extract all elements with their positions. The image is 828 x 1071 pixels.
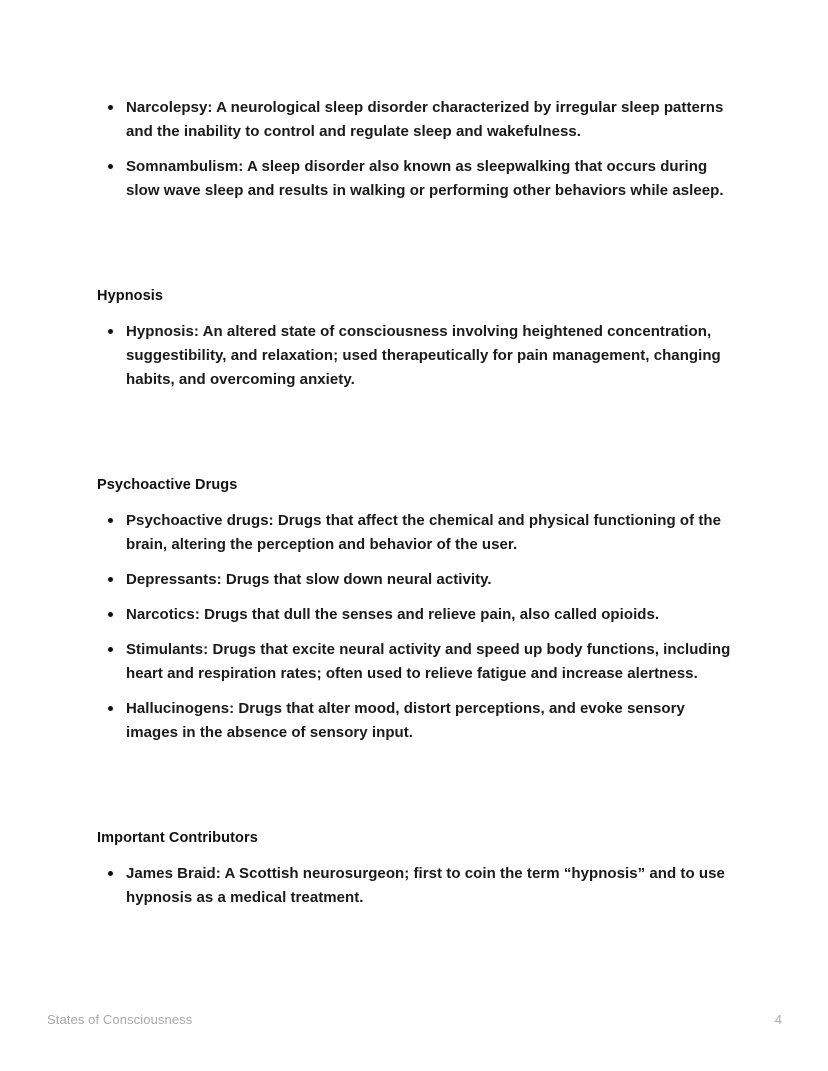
list-item-text: Depressants: Drugs that slow down neural activity. xyxy=(126,571,492,588)
list-item xyxy=(97,862,737,910)
footer-document-title: States of Consciousness xyxy=(47,1012,193,1027)
list-item xyxy=(97,638,737,686)
list-item-text: Narcolepsy: A neurological sleep disorder characterized by irregular sleep patterns and the inability to control and regulate sleep and wakefulness. xyxy=(126,99,724,140)
list-item xyxy=(97,96,737,144)
list-item-text: Hallucinogens: Drugs that alter mood, distort perceptions, and evoke sensory images in the absence of sensory input. xyxy=(126,700,685,741)
content-section xyxy=(97,475,737,745)
page-footer xyxy=(47,1010,782,1030)
bullet-point-icon xyxy=(108,706,113,711)
bullet-point-icon xyxy=(108,518,113,523)
section-heading: Hypnosis xyxy=(97,288,164,304)
bullet-list xyxy=(97,862,737,910)
bullet-list xyxy=(97,509,737,745)
page-content xyxy=(97,96,737,910)
list-item-text: Psychoactive drugs: Drugs that affect the chemical and physical functioning of the brain, altering the perception and behavior of the user. xyxy=(126,512,722,553)
bullet-list xyxy=(97,96,737,203)
bullet-point-icon xyxy=(108,647,113,652)
list-item xyxy=(97,509,737,557)
bullet-list xyxy=(97,320,737,392)
bullet-point-icon xyxy=(108,105,113,110)
bullet-point-icon xyxy=(108,871,113,876)
list-item xyxy=(97,568,737,592)
list-item xyxy=(97,155,737,203)
section-heading: Important Contributors xyxy=(97,830,258,846)
bullet-point-icon xyxy=(108,329,113,334)
list-item-text: James Braid: A Scottish neurosurgeon; first to coin the term “hypnosis” and to use hypnosis as a medical treatment. xyxy=(126,865,725,906)
content-section xyxy=(97,96,737,203)
list-item xyxy=(97,603,737,627)
footer-page-number: 4 xyxy=(774,1012,782,1027)
content-section xyxy=(97,828,737,910)
list-item-text: Hypnosis: An altered state of consciousness involving heightened concentration, suggestibility, and relaxation; used therapeutically for pain management, changing habits, and overcoming anxiety. xyxy=(126,323,721,388)
list-item xyxy=(97,320,737,392)
content-section xyxy=(97,286,737,392)
list-item xyxy=(97,697,737,745)
section-heading: Psychoactive Drugs xyxy=(97,477,238,493)
bullet-point-icon xyxy=(108,612,113,617)
list-item-text: Narcotics: Drugs that dull the senses and relieve pain, also called opioids. xyxy=(126,606,660,623)
bullet-point-icon xyxy=(108,164,113,169)
list-item-text: Somnambulism: A sleep disorder also known as sleepwalking that occurs during slow wave sleep and results in walking or performing other behaviors while asleep. xyxy=(126,158,724,199)
list-item-text: Stimulants: Drugs that excite neural activity and speed up body functions, including heart and respiration rates; often used to relieve fatigue and increase alertness. xyxy=(126,641,731,682)
bullet-point-icon xyxy=(108,577,113,582)
